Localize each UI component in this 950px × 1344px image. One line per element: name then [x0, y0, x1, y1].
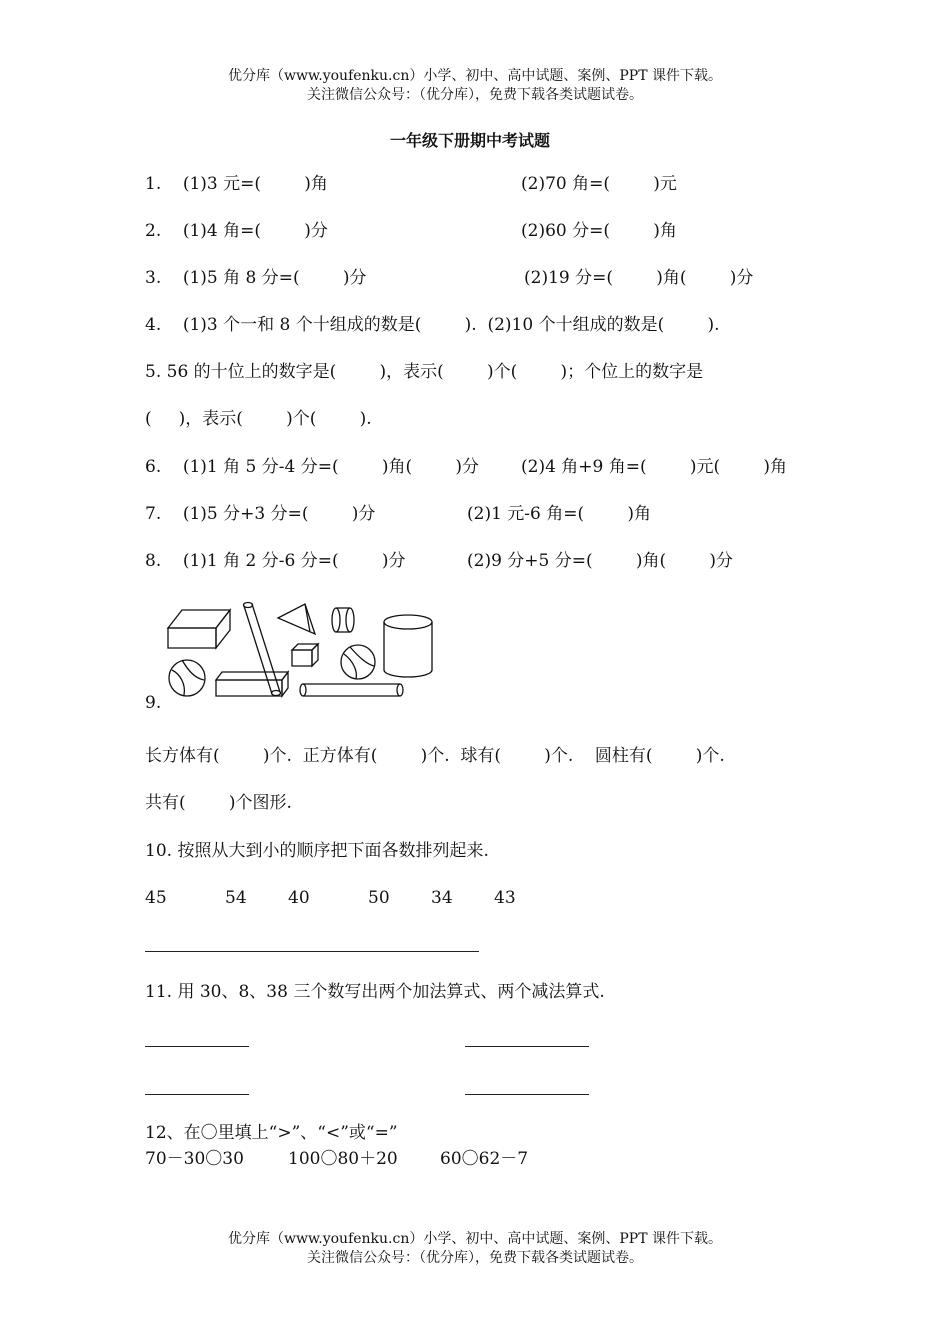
q10-number: 50	[368, 888, 390, 908]
small-cylinder-icon	[332, 608, 354, 632]
q2-part1: 2. (1)4 角=( )分	[145, 221, 328, 241]
page-title: 一年级下册期中考试题	[389, 131, 550, 150]
ball-middle-icon	[341, 645, 375, 679]
q11-answer-line	[145, 1094, 249, 1095]
q8-part1: 8. (1)1 角 2 分-6 分=( )分	[145, 551, 406, 571]
long-cylinder-icon	[300, 684, 403, 696]
q8-part2: (2)9 分+5 分=( )角( )分	[467, 551, 733, 571]
q1-part2: (2)70 角=( )元	[521, 174, 677, 194]
q7-part1: 7. (1)5 分+3 分=( )分	[145, 504, 376, 524]
q2-part2: (2)60 分=( )角	[521, 221, 677, 241]
q5-line-2: ( )，表示( )个( ).	[145, 409, 372, 429]
q4-line: 4. (1)3 个一和 8 个十组成的数是( ). (2)10 个十组成的数是( ).	[145, 315, 720, 335]
q10-number: 34	[431, 888, 453, 908]
q10-number: 54	[225, 888, 247, 908]
q12-item: 60〇62－7	[440, 1149, 529, 1169]
q10-prompt: 10. 按照从大到小的顺序把下面各数排列起来.	[145, 841, 489, 861]
q3-part2: (2)19 分=( )角( )分	[524, 268, 754, 288]
shapes-illustration	[160, 598, 450, 708]
cube-icon	[292, 644, 318, 666]
q12-prompt: 12、在〇里填上“>”、“<”或“=”	[145, 1123, 398, 1143]
q6-part2: (2)4 角+9 角=( )元( )角	[521, 457, 787, 477]
q9-number: 9.	[145, 693, 162, 713]
q3-part1: 3. (1)5 角 8 分=( )分	[145, 268, 367, 288]
q11-answer-line	[465, 1046, 589, 1047]
q6-part1: 6. (1)1 角 5 分-4 分=( )角( )分	[145, 457, 479, 477]
q7-part2: (2)1 元-6 角=( )角	[467, 504, 652, 524]
cuboid-large-icon	[168, 610, 230, 648]
q12-item: 100〇80＋20	[288, 1149, 398, 1169]
q10-answer-line	[145, 951, 479, 952]
rod-icon	[244, 603, 281, 696]
q10-number: 45	[145, 888, 167, 908]
q10-number: 43	[494, 888, 516, 908]
q10-number: 40	[288, 888, 310, 908]
footer-line-2: 关注微信公众号：（优分库），免费下载各类试题试卷。	[307, 1250, 643, 1266]
q11-answer-line	[465, 1094, 589, 1095]
q1-part1: 1. (1)3 元=( )角	[145, 174, 328, 194]
triangle-icon	[278, 604, 315, 634]
header-line-1: 优分库（www.youfenku.cn）小学、初中、高中试题、案例、PPT 课件下载。	[227, 68, 722, 84]
q9-line-1: 长方体有( )个. 正方体有( )个. 球有( )个. 圆柱有( )个.	[145, 746, 725, 766]
q5-line-1: 5. 56 的十位上的数字是( )，表示( )个( )；个位上的数字是	[145, 362, 704, 382]
header-line-2: 关注微信公众号：（优分库），免费下载各类试题试卷。	[307, 87, 643, 103]
big-cylinder-icon	[384, 615, 432, 677]
ball-left-icon	[169, 660, 205, 696]
q11-answer-line	[145, 1046, 249, 1047]
q12-item: 70－30〇30	[145, 1149, 244, 1169]
q9-line-2: 共有( )个图形.	[145, 793, 292, 813]
footer-line-1: 优分库（www.youfenku.cn）小学、初中、高中试题、案例、PPT 课件下载。	[227, 1231, 722, 1247]
q11-prompt: 11. 用 30、8、38 三个数写出两个加法算式、两个减法算式.	[145, 982, 605, 1002]
